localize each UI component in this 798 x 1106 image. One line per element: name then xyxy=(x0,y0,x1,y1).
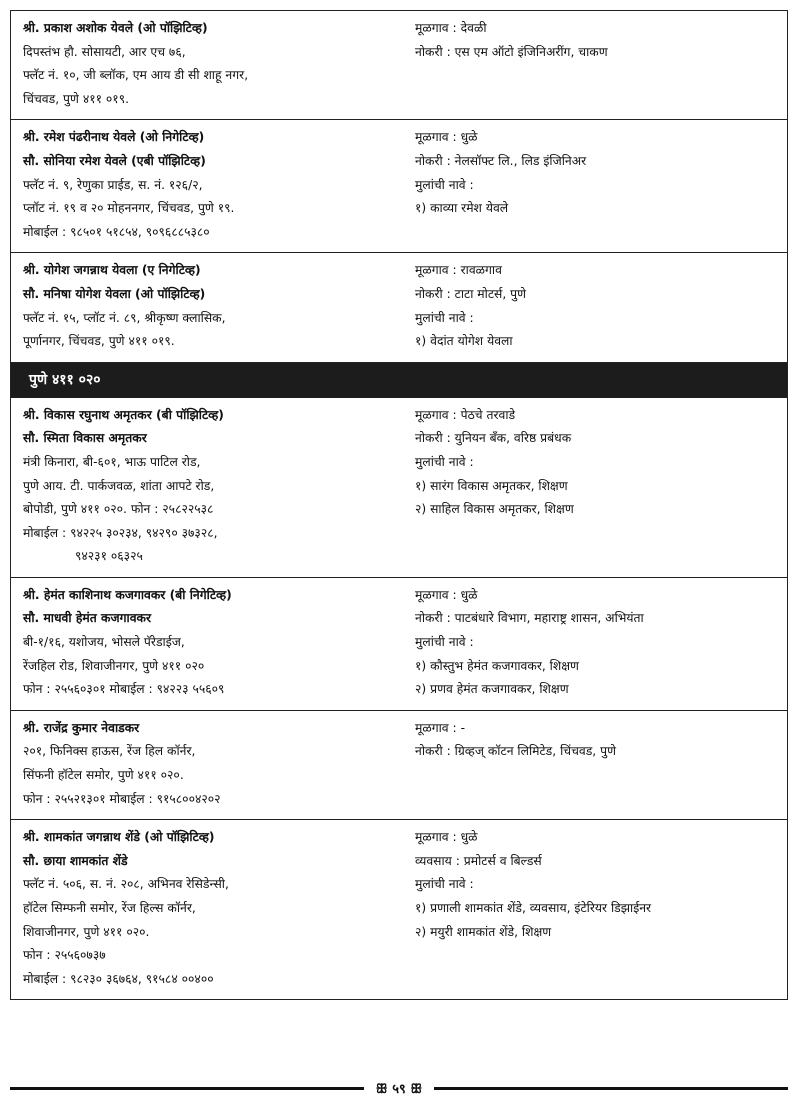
detail-line: मुलांची नावे : xyxy=(415,877,474,892)
entry-contact xyxy=(23,126,413,244)
footer-rule-left xyxy=(10,1087,364,1090)
detail-line: १) वेदांत योगेश येवला xyxy=(415,334,513,349)
detail-line: मुलांची नावे : xyxy=(415,635,474,650)
detail-line: नोकरी : टाटा मोटर्स, पुणे xyxy=(415,286,527,301)
directory-entry xyxy=(10,10,788,120)
detail-line: २) मयुरी शामकांत शेंडे, शिक्षण xyxy=(415,924,552,939)
contact-line: दिपस्तंभ हौ. सोसायटी, आर एच ७६, xyxy=(23,44,186,59)
detail-line: नोकरी : ग्रिव्हज् कॉटन लिमिटेड, चिंचवड, पुणे xyxy=(415,744,616,759)
detail-line: मूळगाव : धुळे xyxy=(415,587,478,602)
contact-line: फ्लॅट नं. ९, रेणुका प्राईड, स. नं. १२६/२, xyxy=(23,177,203,192)
contact-line: श्री. रमेश पंढरीनाथ येवले (ओ निगेटिव्ह) xyxy=(23,130,205,145)
detail-line: मूळगाव : पेठचे तरवाडे xyxy=(415,407,516,422)
contact-line: शिवाजीनगर, पुणे ४११ ०२०. xyxy=(23,924,150,939)
entry-contact xyxy=(23,826,413,991)
contact-line: बोपोडी, पुणे ४११ ०२०. फोन : २५८२२५३८ xyxy=(23,502,214,517)
directory-entry xyxy=(10,253,788,362)
detail-line: मूळगाव : देवळी xyxy=(415,21,487,35)
detail-line: १) सारंग विकास अमृतकर, शिक्षण xyxy=(415,478,568,493)
contact-line: मोबाईल : ९४२२५ ३०२३४, ९४२९० ३७३२८, xyxy=(23,525,218,540)
detail-line: व्यवसाय : प्रमोटर्स व बिल्डर्स xyxy=(415,853,542,868)
contact-line: श्री. हेमंत काशिनाथ कजगावकर (बी निगेटिव्ह) xyxy=(23,587,232,602)
directory-page xyxy=(10,10,788,1000)
directory-entry xyxy=(10,120,788,253)
detail-line: १) प्रणाली शामकांत शेंडे, व्यवसाय, इंटेरियर डिझाईनर xyxy=(415,901,652,915)
contact-line: पूर्णानगर, चिंचवड, पुणे ४११ ०१९. xyxy=(23,334,175,349)
detail-line: मूळगाव : धुळे xyxy=(415,830,478,845)
detail-line: मूळगाव : धुळे xyxy=(415,130,478,145)
detail-line: २) प्रणव हेमंत कजगावकर, शिक्षण xyxy=(415,682,569,697)
contact-line: फ्लॅट नं. १५, प्लॉट नं. ८९, श्रीकृष्ण क्लासिक, xyxy=(23,310,226,325)
directory-entry xyxy=(10,711,788,820)
contact-line: श्री. विकास रघुनाथ अमृतकर (बी पॉझिटिव्ह) xyxy=(23,407,224,422)
entry-details xyxy=(413,584,779,702)
contact-line: श्री. योगेश जगन्नाथ येवला (ए निगेटिव्ह) xyxy=(23,263,201,278)
contact-line: पुणे आय. टी. पार्कजवळ, शांता आपटे रोड, xyxy=(23,478,215,493)
contact-line: सिंफनी हॉटेल समोर, पुणे ४११ ०२०. xyxy=(23,768,184,783)
entry-details xyxy=(413,126,779,244)
detail-line: मुलांची नावे : xyxy=(415,177,474,192)
contact-line: हॉटेल सिम्फनी समोर, रेंज हिल्स कॉर्नर, xyxy=(23,901,196,915)
directory-entry xyxy=(10,398,788,578)
contact-line: श्री. शामकांत जगन्नाथ शेंडे (ओ पॉझिटिव्ह) xyxy=(23,830,215,845)
entry-details xyxy=(413,404,779,569)
entries-group xyxy=(10,398,788,1001)
footer-rule-right xyxy=(434,1087,788,1090)
entry-details xyxy=(413,717,779,811)
entry-contact xyxy=(23,17,413,111)
entry-contact xyxy=(23,259,413,353)
entry-details xyxy=(413,826,779,991)
entry-details xyxy=(413,17,779,111)
contact-line: मंत्री किनारा, बी-६०१, भाऊ पाटिल रोड, xyxy=(23,454,201,469)
contact-line: मोबाईल : ९८२३० ३६७६४, ९१५८४ ००४०० xyxy=(23,971,214,986)
contact-line: २०१, फिनिक्स हाऊस, रेंज हिल कॉर्नर, xyxy=(23,744,196,759)
directory-entry xyxy=(10,578,788,711)
section-title: पुणे ४११ ०२० xyxy=(29,371,101,388)
contact-line: ९४२३१ ०६३२५ xyxy=(75,549,143,564)
contact-line: फोन : २५५६०३०१ मोबाईल : ९४२२३ ५५६०९ xyxy=(23,682,225,697)
detail-line: नोकरी : नेलसॉफ्ट लि., लिड इंजिनिअर xyxy=(415,153,587,168)
contact-line: फोन : २५५२१३०१ मोबाईल : ९१५८००४२०२ xyxy=(23,791,221,806)
contact-line: श्री. प्रकाश अशोक येवले (ओ पॉझिटिव्ह) xyxy=(23,21,208,35)
contact-line: बी-१/१६, यशोजय, भोसले पॅरेडाईज, xyxy=(23,635,185,650)
entry-contact xyxy=(23,404,413,569)
contact-line: श्री. राजेंद्र कुमार नेवाडकर xyxy=(23,720,140,735)
contact-line: सौ. छाया शामकांत शेंडे xyxy=(23,853,128,868)
detail-line: नोकरी : युनियन बँक, वरिष्ठ प्रबंधक xyxy=(415,431,572,446)
section-header xyxy=(10,363,788,398)
contact-line: फोन : २५५६०७३७ xyxy=(23,948,106,963)
entry-details xyxy=(413,259,779,353)
contact-line: रेंजहिल रोड, शिवाजीनगर, पुणे ४११ ०२० xyxy=(23,658,205,673)
entry-contact xyxy=(23,717,413,811)
detail-line: नोकरी : पाटबंधारे विभाग, महाराष्ट्र शासन, अभियंता xyxy=(415,611,644,626)
contact-line: सौ. माधवी हेमंत कजगावकर xyxy=(23,611,152,626)
contact-line: मोबाईल : ९८५०१ ५१८५४, ९०९६८८५३८० xyxy=(23,224,210,239)
detail-line: नोकरी : एस एम ऑटो इंजिनिअरींग, चाकण xyxy=(415,44,608,59)
contact-line: फ्लॅट नं. १०, जी ब्लॉक, एम आय डी सी शाहू नगर, xyxy=(23,68,249,83)
entries-group xyxy=(10,10,788,363)
contact-line: सौ. सोनिया रमेश येवले (एबी पॉझिटिव्ह) xyxy=(23,153,206,168)
page-number: ꕥ ५९ ꕥ xyxy=(375,1082,423,1097)
detail-line: मूळगाव : रावळगाव xyxy=(415,263,502,278)
contact-line: सौ. मनिषा योगेश येवला (ओ पॉझिटिव्ह) xyxy=(23,286,206,301)
contact-line: फ्लॅट नं. ५०६, स. नं. २०८, अभिनव रेसिडेन्सी, xyxy=(23,877,229,892)
page-footer xyxy=(10,1076,788,1100)
detail-line: मुलांची नावे : xyxy=(415,310,474,325)
directory-entry xyxy=(10,820,788,1000)
detail-line: १) काव्या रमेश येवले xyxy=(415,201,509,216)
detail-line: १) कौस्तुभ हेमंत कजगावकर, शिक्षण xyxy=(415,658,579,673)
contact-line: चिंचवड, पुणे ४११ ०१९. xyxy=(23,91,130,106)
contact-line: सौ. स्मिता विकास अमृतकर xyxy=(23,431,147,446)
detail-line: मूळगाव : - xyxy=(415,720,466,735)
detail-line: मुलांची नावे : xyxy=(415,454,474,469)
detail-line: २) साहिल विकास अमृतकर, शिक्षण xyxy=(415,502,574,517)
contact-line: प्लॉट नं. १९ व २० मोहननगर, चिंचवड, पुणे १९. xyxy=(23,201,235,216)
entry-contact xyxy=(23,584,413,702)
